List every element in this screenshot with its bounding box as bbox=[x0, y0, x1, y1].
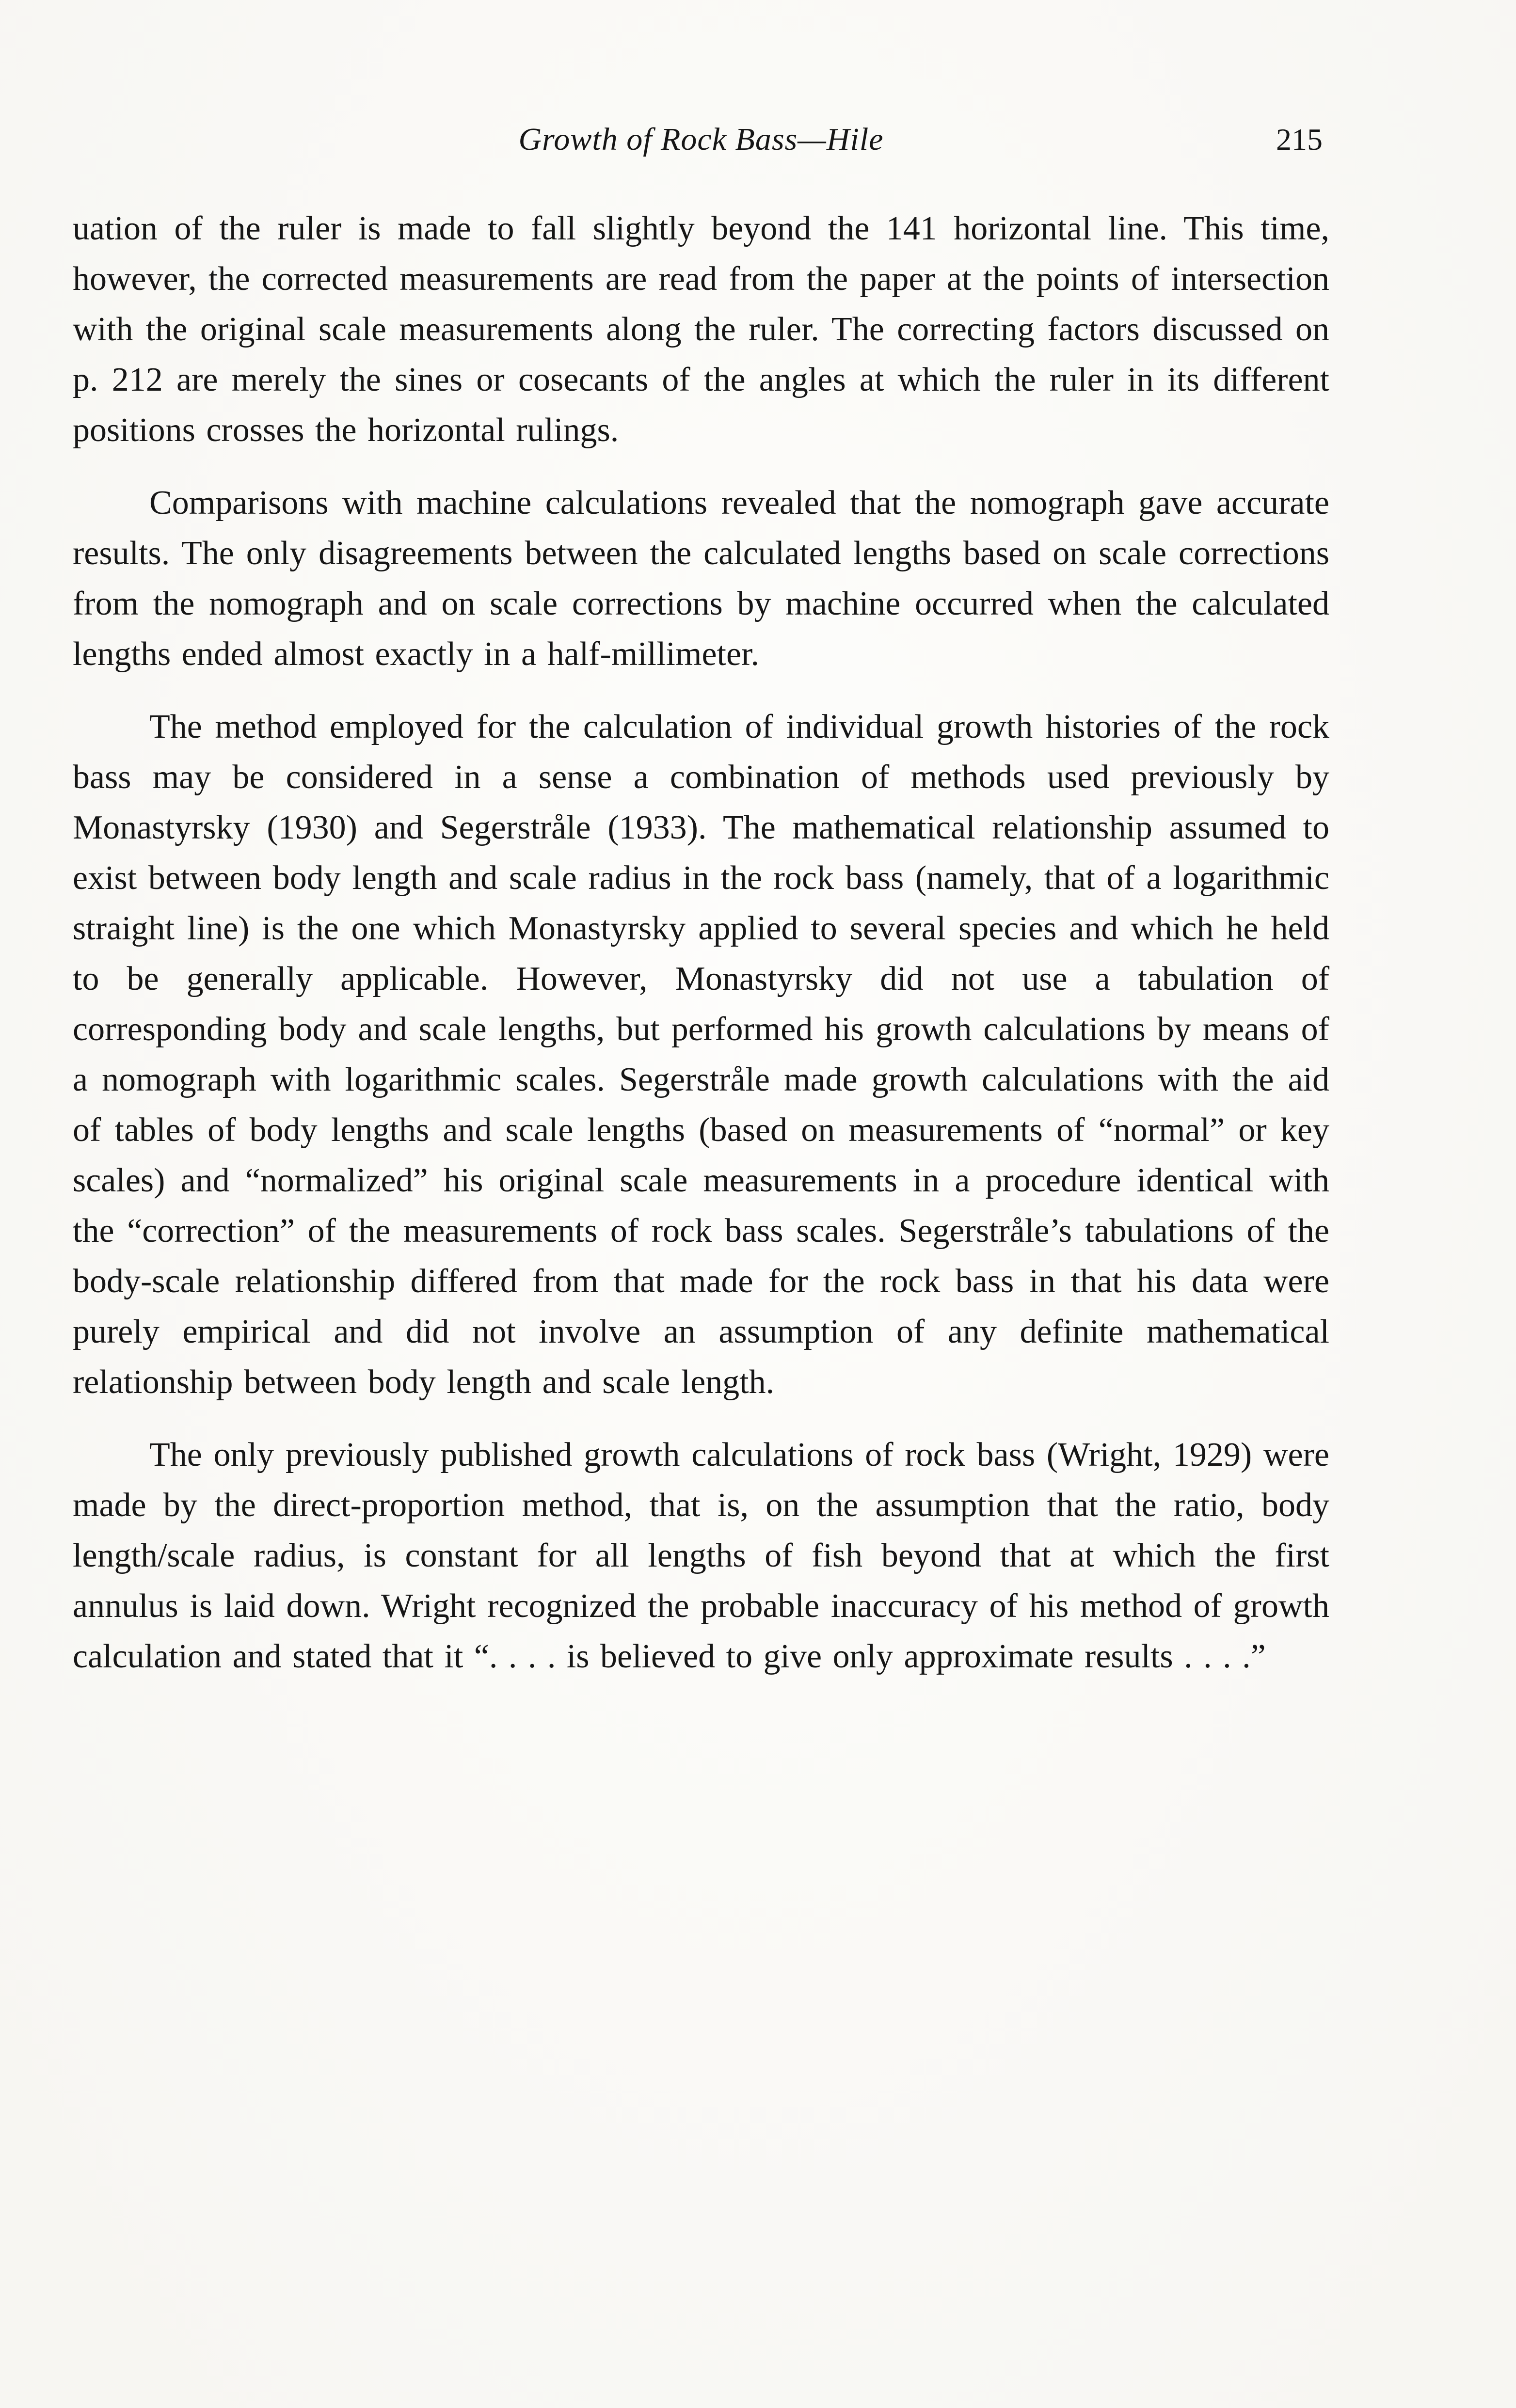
paragraph: The method employed for the calculation of individual growth histories of the rock bass may be considered in a sense a combination of methods used previously by Monastyrsky (1930) and Segerstråle (1933). The mathematical relationship assumed to exist between body length and scale radius in the rock bass (namely, that of a logarithmic straight line) is the one which Monastyrsky applied to several species and which he held to be generally applicable. However, Monastyrsky did not use a tabulation of corresponding body and scale lengths, but performed his growth calculations by means of a nomograph with logarithmic scales. Segerstråle made growth calculations with the aid of tables of body lengths and scale lengths (based on measurements of “normal” or key scales) and “normalized” his original scale measurements in a procedure identical with the “correction” of the measurements of rock bass scales. Segerstråle’s tabulations of the body-scale relationship differed from that made for the rock bass in that his data were purely empirical and did not involve an assumption of any definite mathematical relationship between body length and scale length. bbox=[73, 708, 1329, 1401]
running-header-title: Growth of Rock Bass—Hile bbox=[518, 122, 884, 157]
page-body bbox=[73, 204, 1329, 1682]
paragraph: uation of the ruler is made to fall slightly beyond the 141 horizontal line. This time, however, the corrected measurements are read from the paper at the points of intersection with the original scale measurements along the ruler. The correcting factors discussed on p. 212 are merely the sines or cosecants of the angles at which the ruler in its different positions crosses the horizontal rulings. bbox=[73, 210, 1329, 449]
page-number: 215 bbox=[1276, 122, 1323, 157]
text-column bbox=[73, 120, 1329, 1682]
running-header bbox=[73, 120, 1329, 159]
paragraph: The only previously published growth calculations of rock bass (Wright, 1929) were made by the direct-proportion method, that is, on the assumption that the ratio, body length/scale radius, is constant for all lengths of fish beyond that at which the first annulus is laid down. Wright recognized the probable inaccuracy of his method of growth calculation and stated that it “. . . . is believed to give only approximate results . . . .” bbox=[73, 1436, 1329, 1675]
paragraph: Comparisons with machine calculations revealed that the nomograph gave accurate results. The only disagreements between the calculated lengths based on scale corrections from the nomograph and on scale corrections by machine occurred when the calculated lengths ended almost exactly in a half-millimeter. bbox=[73, 484, 1329, 673]
